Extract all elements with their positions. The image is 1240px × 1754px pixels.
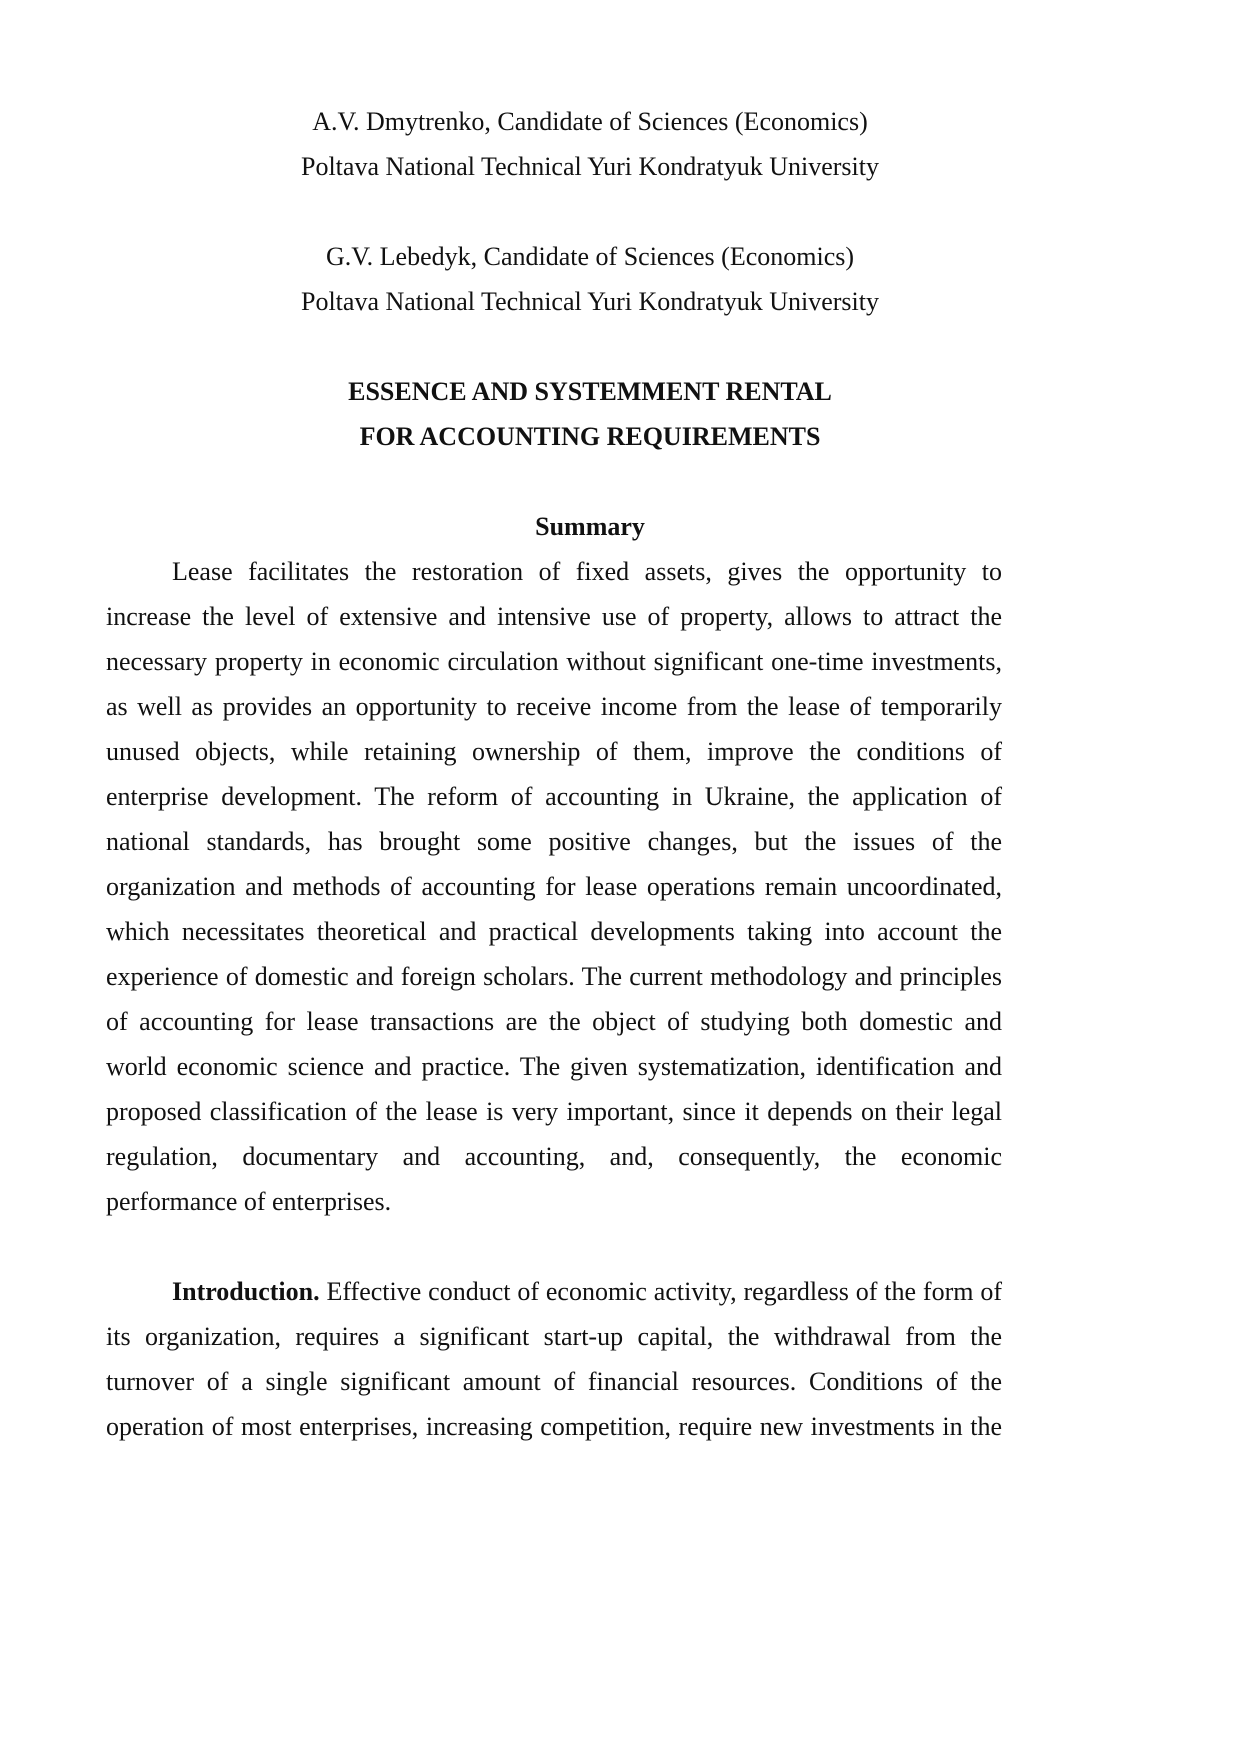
introduction-text: Effective conduct of economic activity, regardless of the form of	[326, 1277, 1002, 1306]
summary-line: proposed classification of the lease is very important, since it depends on their legal	[106, 1097, 1002, 1126]
summary-line: necessary property in economic circulation without significant one-time investments,	[106, 647, 1002, 676]
summary-line: regulation, documentary and accounting, and, consequently, the economic	[106, 1142, 1002, 1171]
summary-heading: Summary	[535, 512, 645, 541]
summary-line: performance of enterprises.	[106, 1187, 392, 1216]
author-1-affiliation: Poltava National Technical Yuri Kondratyuk University	[301, 152, 879, 181]
summary-line: national standards, has brought some positive changes, but the issues of the	[106, 827, 1002, 856]
summary-line: increase the level of extensive and intensive use of property, allows to attract the	[106, 602, 1002, 631]
author-2-name: G.V. Lebedyk, Candidate of Sciences (Economics)	[325, 242, 855, 271]
summary-line: as well as provides an opportunity to receive income from the lease of temporarily	[106, 692, 1002, 721]
summary-line: experience of domestic and foreign scholars. The current methodology and principles	[106, 962, 1002, 991]
summary-line: unused objects, while retaining ownership of them, improve the conditions of	[106, 737, 1002, 766]
summary-line: which necessitates theoretical and practical developments taking into account the	[106, 917, 1002, 946]
summary-line: world economic science and practice. The given systematization, identification and	[106, 1052, 1002, 1081]
introduction-first-line	[172, 1277, 1002, 1307]
introduction-line: turnover of a single significant amount of financial resources. Conditions of the	[106, 1367, 1002, 1396]
summary-line: Lease facilitates the restoration of fixed assets, gives the opportunity to	[172, 557, 1002, 586]
paper-title-line-1: ESSENCE AND SYSTEMMENT RENTAL	[348, 377, 832, 406]
introduction-line: its organization, requires a significant start-up capital, the withdrawal from the	[106, 1322, 1002, 1351]
author-2-affiliation: Poltava National Technical Yuri Kondratyuk University	[301, 287, 879, 316]
author-1-name: A.V. Dmytrenko, Candidate of Sciences (Economics)	[312, 107, 868, 136]
introduction-line: operation of most enterprises, increasing competition, require new investments in the	[106, 1412, 1002, 1441]
summary-line: of accounting for lease transactions are the object of studying both domestic and	[106, 1007, 1002, 1036]
paper-title-line-2: FOR ACCOUNTING REQUIREMENTS	[359, 422, 821, 451]
introduction-heading: Introduction.	[172, 1277, 320, 1306]
summary-line: enterprise development. The reform of accounting in Ukraine, the application of	[106, 782, 1002, 811]
summary-line: organization and methods of accounting for lease operations remain uncoordinated,	[106, 872, 1002, 901]
